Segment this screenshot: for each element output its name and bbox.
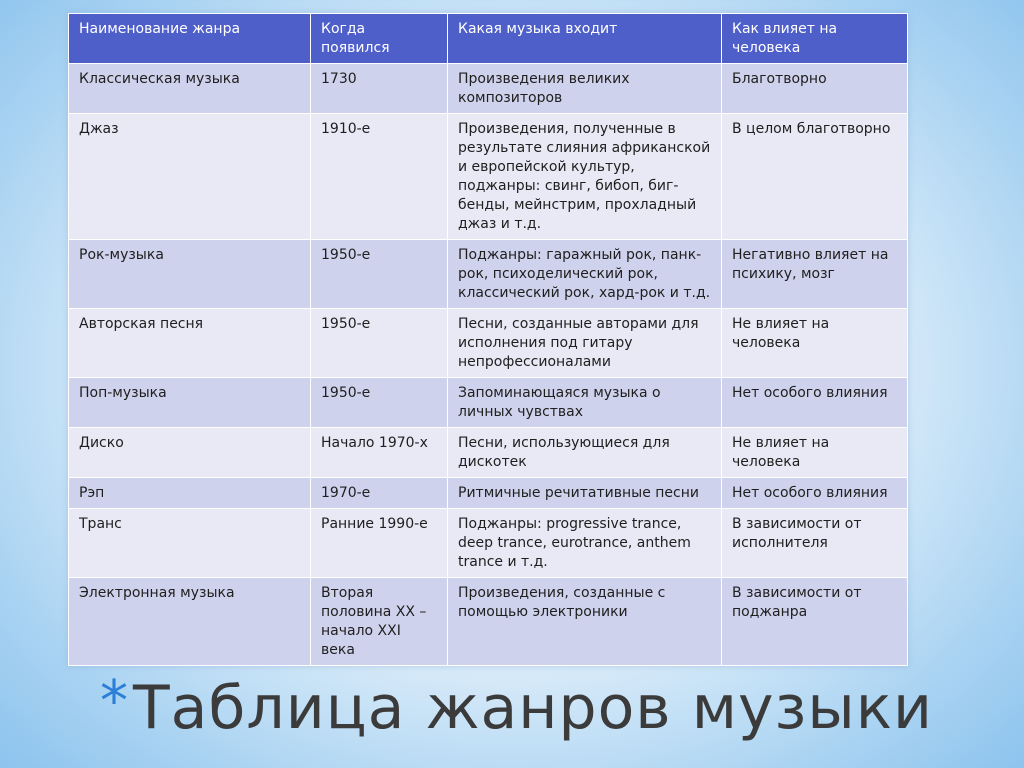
header-influence: Как влияет на человека	[722, 14, 908, 64]
cell-influence: Не влияет на человека	[722, 428, 908, 478]
cell-genre: Электронная музыка	[69, 578, 311, 666]
cell-genre: Поп-музыка	[69, 378, 311, 428]
header-music-included: Какая музыка входит	[448, 14, 722, 64]
cell-genre: Рэп	[69, 478, 311, 509]
cell-influence: Нет особого влияния	[722, 378, 908, 428]
cell-music: Песни, использующиеся для дискотек	[448, 428, 722, 478]
table-row	[69, 578, 908, 666]
cell-music: Произведения, полученные в результате слияния африканской и европейской культур, поджанры: свинг, бибоп, биг-бенды, мейнстрим, прохладный джаз и т.д.	[448, 114, 722, 240]
cell-appeared: 1910-е	[311, 114, 448, 240]
genres-table	[68, 13, 908, 666]
cell-influence: Негативно влияет на психику, мозг	[722, 240, 908, 309]
cell-genre: Авторская песня	[69, 309, 311, 378]
cell-influence: В зависимости от исполнителя	[722, 509, 908, 578]
table-row	[69, 114, 908, 240]
cell-appeared: 1970-е	[311, 478, 448, 509]
cell-music: Запоминающаяся музыка о личных чувствах	[448, 378, 722, 428]
table-row	[69, 240, 908, 309]
cell-influence: Не влияет на человека	[722, 309, 908, 378]
cell-genre: Джаз	[69, 114, 311, 240]
cell-appeared: 1950-е	[311, 309, 448, 378]
table-row	[69, 428, 908, 478]
table-row	[69, 509, 908, 578]
cell-music: Произведения, созданные с помощью электроники	[448, 578, 722, 666]
cell-music: Песни, созданные авторами для исполнения под гитару непрофессионалами	[448, 309, 722, 378]
cell-influence: Нет особого влияния	[722, 478, 908, 509]
table-header-row	[69, 14, 908, 64]
cell-genre: Диско	[69, 428, 311, 478]
header-appeared: Когда появился	[311, 14, 448, 64]
cell-appeared: 1950-е	[311, 378, 448, 428]
header-genre-name: Наименование жанра	[69, 14, 311, 64]
bullet-star-icon: *	[100, 669, 129, 734]
cell-appeared: 1950-е	[311, 240, 448, 309]
cell-appeared: Ранние 1990-е	[311, 509, 448, 578]
cell-appeared: Вторая половина XX – начало XXI века	[311, 578, 448, 666]
cell-influence: В целом благотворно	[722, 114, 908, 240]
cell-appeared: Начало 1970-х	[311, 428, 448, 478]
cell-influence: В зависимости от поджанра	[722, 578, 908, 666]
cell-music: Поджанры: progressive trance, deep trance, eurotrance, anthem trance и т.д.	[448, 509, 722, 578]
table-row	[69, 309, 908, 378]
cell-appeared: 1730	[311, 64, 448, 114]
cell-genre: Рок-музыка	[69, 240, 311, 309]
cell-genre: Классическая музыка	[69, 64, 311, 114]
slide-title-text: Таблица жанров музыки	[133, 673, 934, 743]
cell-influence: Благотворно	[722, 64, 908, 114]
table-row	[69, 378, 908, 428]
cell-music: Произведения великих композиторов	[448, 64, 722, 114]
cell-music: Ритмичные речитативные песни	[448, 478, 722, 509]
table-row	[69, 478, 908, 509]
cell-genre: Транс	[69, 509, 311, 578]
table-row	[69, 64, 908, 114]
slide-title	[100, 668, 1000, 764]
cell-music: Поджанры: гаражный рок, панк-рок, психоделический рок, классический рок, хард-рок и т.д.	[448, 240, 722, 309]
